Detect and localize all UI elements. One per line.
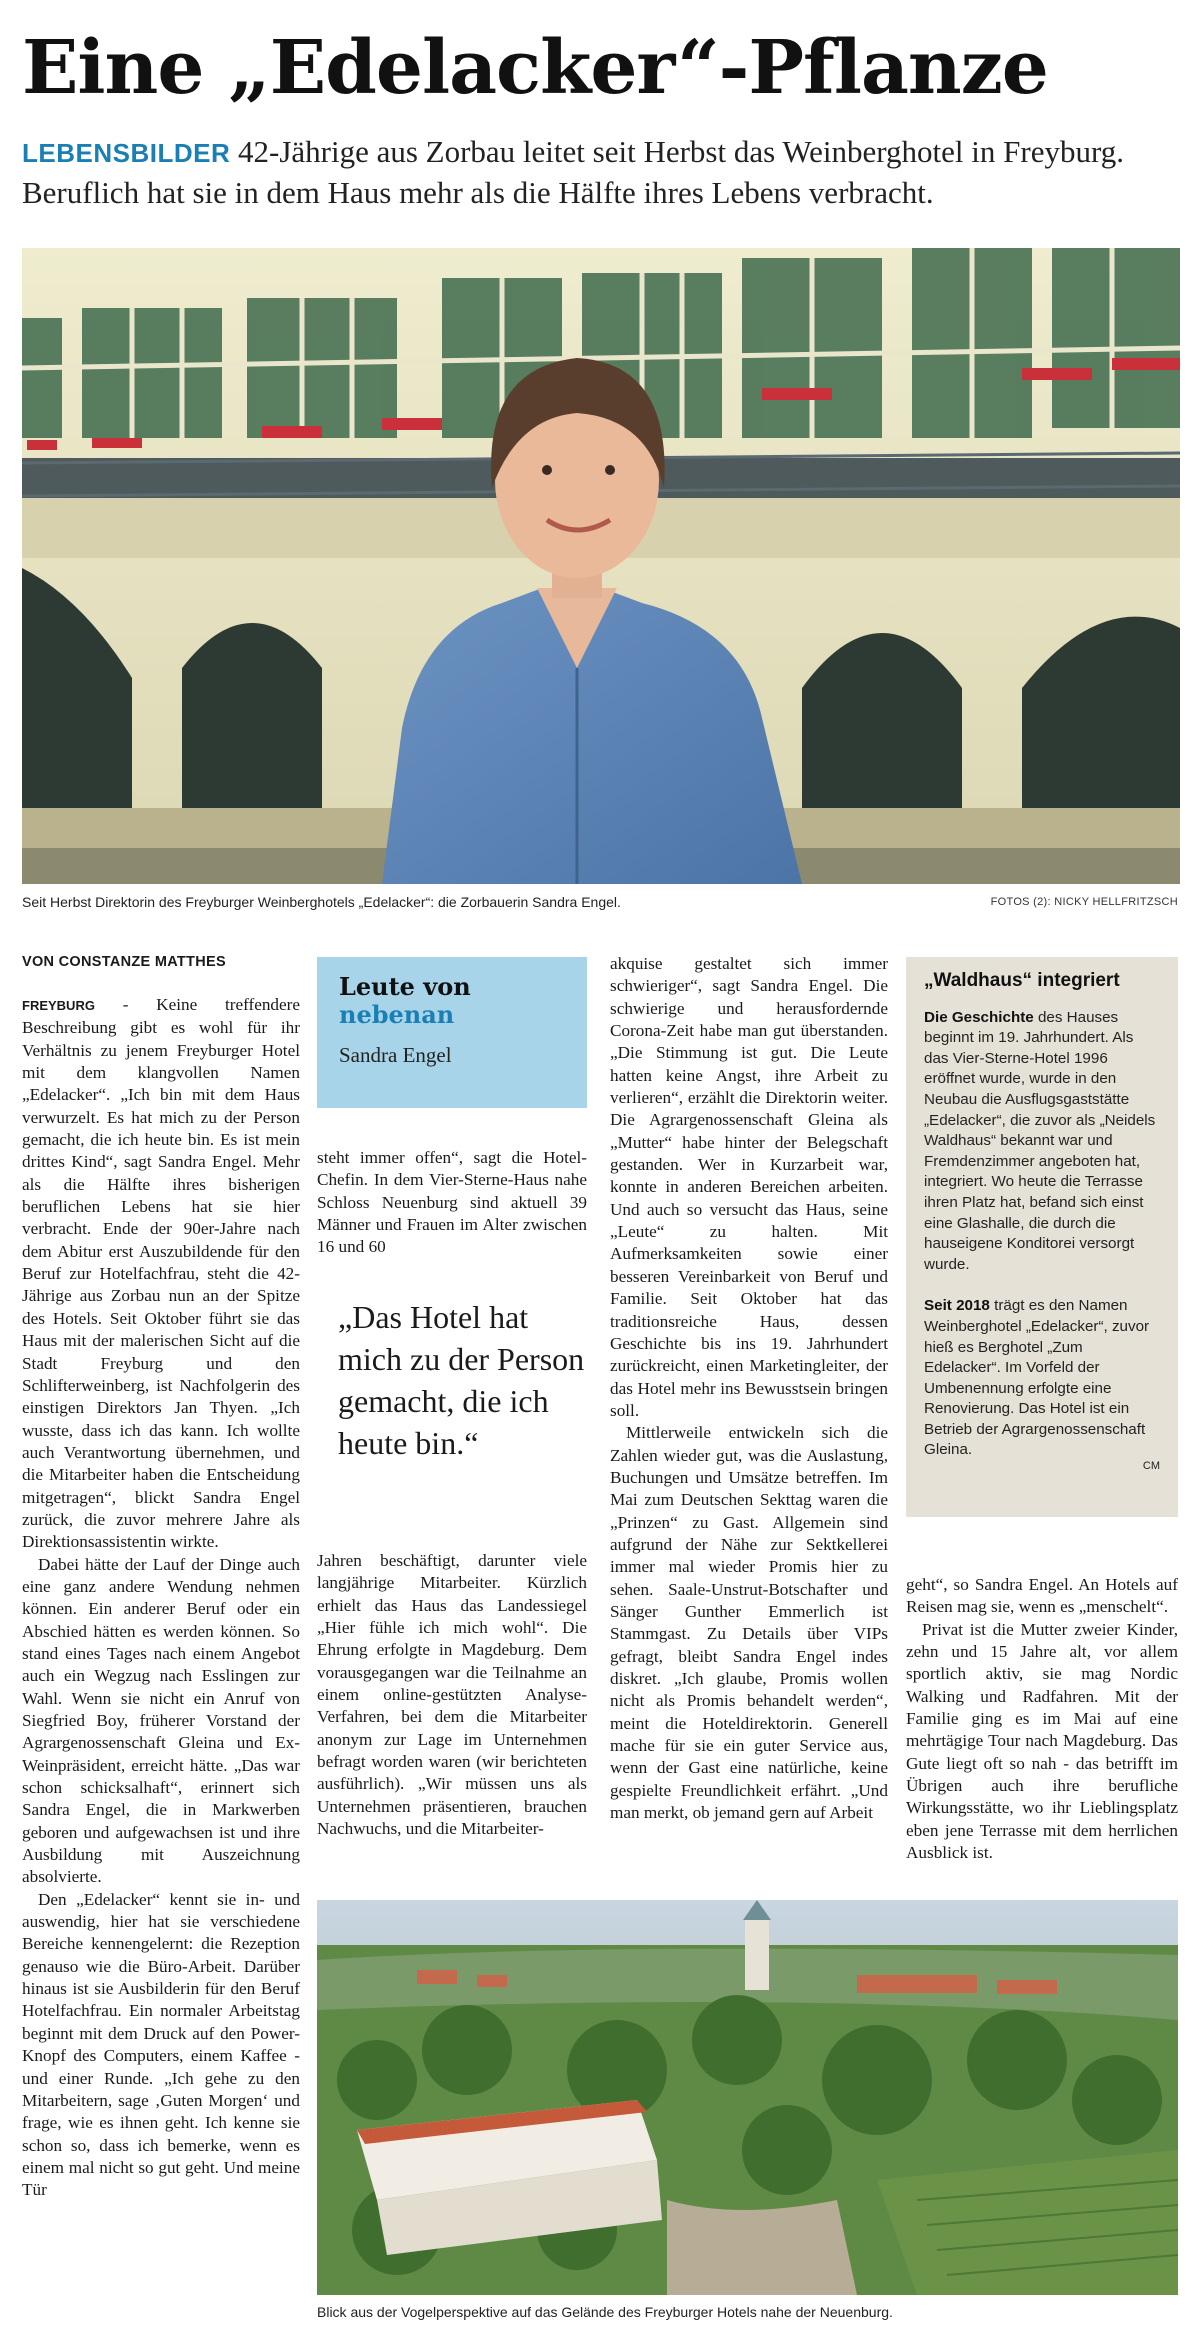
info-paragraph: Seit 2018 trägt es den Namen Weinberghotel „Edelacker“, zuvor hieß es Berghotel „Zum Edelacker“. Im Vorfeld der Umbenennung erfolgte eine Renovierung. Das Hotel ist ein Betrieb der Agrargenossenschaft Gleina. xyxy=(924,1297,1150,1459)
article-column-2-bottom xyxy=(317,1550,587,1840)
article-column-1 xyxy=(22,994,300,2202)
dateline: FREYBURG xyxy=(22,998,95,1013)
photo-caption-1: Seit Herbst Direktorin des Freyburger Weinberghotels „Edelacker“: die Zorbauerin Sandra Engel. xyxy=(22,894,621,910)
info-box xyxy=(906,957,1178,1517)
portrait-photo xyxy=(22,248,1180,884)
deck-text: 42-Jährige aus Zorbau leitet seit Herbst das Weinberghotel in Freyburg. Beruflich hat sie in dem Haus mehr als die Hälfte ihres Lebens verbracht. xyxy=(22,134,1124,210)
photo-credit: FOTOS (2): NICKY HELLFRITZSCH xyxy=(990,896,1178,908)
kicker: LEBENSBILDER xyxy=(22,138,231,168)
paragraph: geht“, so Sandra Engel. An Hotels auf Reisen mag sie, wenn es „menschelt“. xyxy=(906,1575,1178,1617)
paragraph: Den „Edelacker“ kennt sie in- und auswendig, hier hat sie verschiedene Bereiche kennengelernt: die Rezeption genauso wie die Büro-Arbeit. Darüber hinaus ist sie Ausbilderin für den Beruf Hotelfachfrau. Ein normaler Arbeitstag beginnt mit dem Druck auf den Power-Knopf des Computers, einem Kaffee - und einer Runde. „Ich gehe zu den Mitarbeitern, sage ‚Guten Morgen‘ und frage, wie es ihnen geht. Ich kenne sie schon so, dass ich bemerke, wenn es einem mal nicht so gut geht. Und meine Tür xyxy=(22,1889,300,2200)
teaser-line-1: Leute von xyxy=(339,972,471,1001)
paragraph: akquise gestaltet sich immer schwieriger“, sagt Sandra Engel. Die schwierige und herausfordernde Corona-Zeit habe man gut überstanden. „Die Stimmung ist gut. Die Leute hatten keine Angst, ihre Arbeit zu verlieren“, erzählt die Direktorin weiter. Die Agrargenossenschaft Gleina als „Mutter“ habe hinter der Belegschaft gestanden. Wer in Kurzarbeit war, konnte in anderen Bereichen arbeiten. Und auch so versucht das Haus, seine „Leute“ zu halten. Mit Aufmerksamkeiten sowie einer besseren Vereinbarkeit von Beruf und Familie. Seit Oktober hat das traditionsreiche Haus, dessen Geschichte bis ins 19. Jahrhundert zurückreicht, einen Marketingleiter, der das Hotel mehr ins Bewusstsein bringen soll. xyxy=(610,954,888,1420)
teaser-line-2: nebenan xyxy=(339,1000,455,1029)
byline: VON CONSTANZE MATTHES xyxy=(22,954,226,970)
paragraph: Mittlerweile entwickeln sich die Zahlen wieder gut, was die Auslastung, Buchungen und Umsätze betreffen. Im Mai zum Deutschen Sekttag waren die „Prinzen“ zu Gast. Allgemein sind aufgrund der Nähe zur Sektkellerei immer mal wieder Promis hier zu sehen. Saale-Unstrut-Botschafter und Sänger Gunther Emmerlich ist Stammgast. Zu Details über VIPs gefragt, bleibt Sandra Engel indes diskret. „Ich glaube, Promis wollen nicht als Promis behandelt werden“, meint die Hoteldirektorin. Generell mache für sie ein guter Service aus, wenn der Gast eine natürliche, keine gespielte Freundlichkeit erfährt. „Und man merkt, ob jemand gern auf Arbeit xyxy=(610,1423,888,1823)
photo-caption-2: Blick aus der Vogelperspektive auf das Gelände des Freyburger Hotels nahe der Neuenburg. xyxy=(317,2304,893,2320)
info-paragraph: Die Geschichte des Hauses beginnt im 19. Jahrhundert. Als das Vier-Sterne-Hotel 1996 eröffnet wurde, wurde in den Neubau die Ausflugsgaststätte „Edelacker“, die zuvor als „Neidels Waldhaus“ bekannt war und Fremdenzimmer angeboten hat, integriert. Wo heute die Terrasse ihren Platz hat, befand sich einst eine Glashalle, die durch die hauseigene Konditorei versorgt wurde. xyxy=(924,1008,1156,1273)
info-box-title: „Waldhaus“ integriert xyxy=(924,970,1120,991)
teaser-name: Sandra Engel xyxy=(339,1043,452,1067)
headline: Eine „Edelacker“-Pflanze xyxy=(22,25,1048,111)
paragraph: Dabei hätte der Lauf der Dinge auch eine ganz andere Wendung nehmen können. Ein anderer Beruf oder ein Abschied hätten es werden können. So stand eines Tages nach einem Angebot auch ein Wegzug nach Esslingen zur Wahl. Wenn sie nicht ein Anruf von Siegfried Boy, früherer Vorstand der Agrargenossenschaft Gleina und Ex-Weinpräsident, erreicht hätte. „Das war schon schicksalhaft“, erinnert sich Sandra Engel, die in Markwerben geboren und aufgewachsen ist und ihre Ausbildung mit Auszeichnung absolvierte. xyxy=(22,1554,300,1887)
article-column-2-top xyxy=(317,1147,587,1259)
author-initials: CM xyxy=(1142,1460,1160,1473)
article-column-3 xyxy=(610,953,888,1824)
paragraph: steht immer offen“, sagt die Hotel-Chefin. In dem Vier-Sterne-Haus nahe Schloss Neuenburg sind aktuell 39 Männer und Frauen im Alter zwischen 16 und 60 xyxy=(317,1148,587,1257)
series-teaser-box xyxy=(317,957,587,1108)
deck xyxy=(22,132,1182,213)
paragraph: Jahren beschäftigt, darunter viele langjährige Mitarbeiter. Kürzlich erhielt das Haus das Landessiegel „Hier fühle ich mich wohl“. Die Ehrung erfolgte in Magdeburg. Dem vorausgegangen war die Teilnahme an einem online-gestützten Analyse-Verfahren, bei dem die Mitarbeiter anonym zur Lage im Unternehmen befragt worden waren (wir berichteten ausführlich). „Wir müssen uns als Unternehmen präsentieren, brauchen Nachwuchs, und die Mitarbeiter- xyxy=(317,1551,587,1839)
aerial-photo xyxy=(317,1900,1178,2295)
article-column-4 xyxy=(906,1574,1178,1864)
pull-quote: „Das Hotel hat mich zu der Person gemacht, die ich heute bin.“ xyxy=(338,1299,585,1461)
paragraph: FREYBURG - Keine treffendere Beschreibung gibt es wohl für ihr Verhältnis zu jenem Freyburger Hotel mit dem klangvollen Namen „Edelacker“. „Ich bin mit dem Haus verwurzelt. Es hat mich zu der Person gemacht, die ich heute bin. Es ist mein drittes Kind“, sagt Sandra Engel. Mehr als die Hälfte ihres bisherigen beruflichen Lebens hat sie hier verbracht. Ende der 90er-Jahre nach dem Abitur erst Auszubildende für den Beruf zur Hotelfachfrau, steht die 42-Jährige aus Zorbau nun an der Spitze des Hotels. Seit Oktober führt sie das Haus mit der malerischen Sicht auf die Stadt Freyburg und den Schlifterweinberg, ist Nachfolgerin des einstigen Direktors Jan Thyen. „Ich wusste, dass ich das kann. Ich wollte auch Verantwortung übernehmen, und die Mitarbeiter haben die Entscheidung mitgetragen“, blickt Sandra Engel zurück, die zuvor mehrere Jahre als Direktionsassistentin wirkte. xyxy=(22,995,301,1552)
paragraph: Privat ist die Mutter zweier Kinder, zehn und 15 Jahre alt, vor allem sportlich aktiv, sie mag Nordic Walking und Radfahren. Mit der Familie ging es im Mai auf eine mehrtägige Tour nach Magdeburg. Das Gute liegt oft so nah - das betrifft im Übrigen auch ihre berufliche Wirkungsstätte, wo ihr Lieblingsplatz eben jene Terrasse mit dem herrlichen Ausblick ist. xyxy=(906,1619,1178,1863)
